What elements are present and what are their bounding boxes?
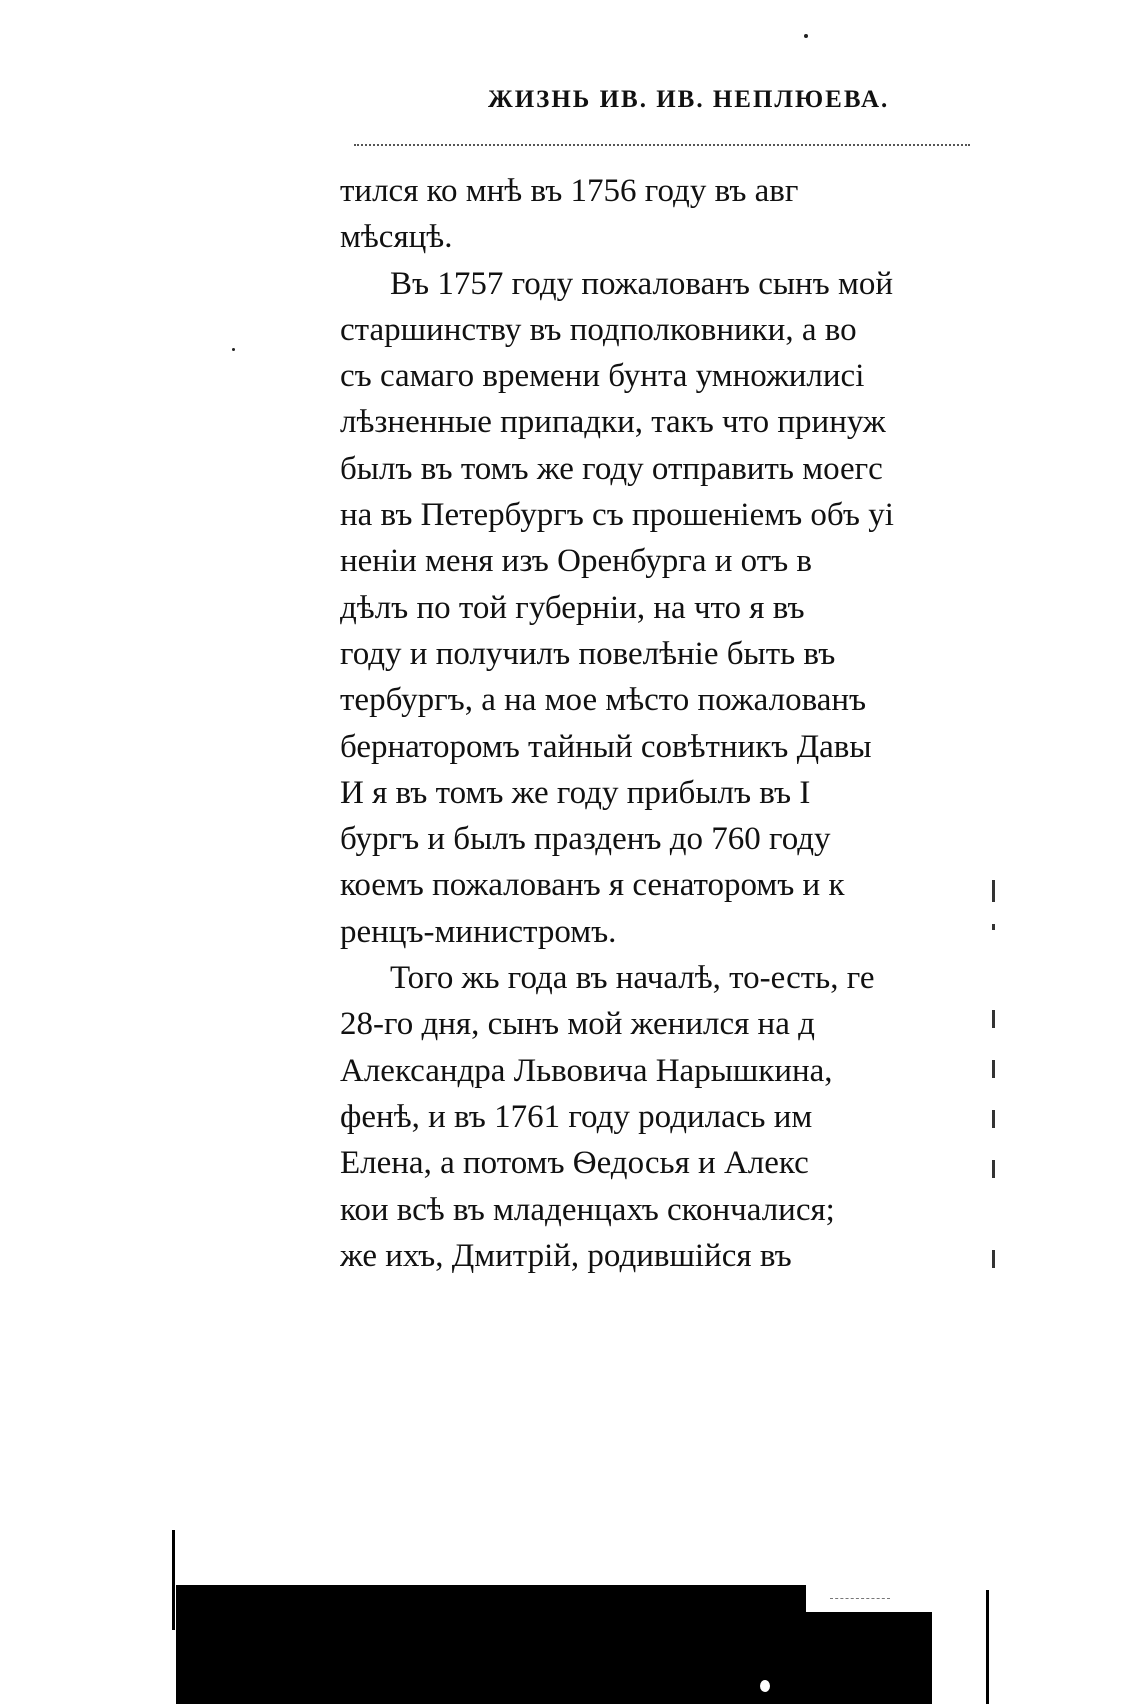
speck-mark [232, 348, 235, 351]
text-line: на въ Петербургъ съ прошеніемъ объ уі [340, 497, 894, 534]
edge-fragment [992, 1010, 995, 1028]
page-cutoff-margin [972, 150, 1140, 1350]
edge-fragment [992, 1110, 995, 1128]
text-line: Въ 1757 году пожалованъ сынъ мой [390, 265, 894, 302]
text-line: ренцъ-министромъ. [340, 913, 617, 950]
text-line: Елена, а потомъ Ѳедосья и Алекс [340, 1145, 809, 1182]
text-line: Александра Львовича Нарышкина, [340, 1052, 833, 1089]
text-line: бернаторомъ тайный совѣтникъ Давы [340, 728, 872, 765]
edge-fragment [992, 1060, 995, 1078]
text-line: тился ко мнѣ въ 1756 году въ авг [340, 173, 799, 209]
text-line: лѣзненные припадки, такъ что принуж [340, 404, 886, 441]
edge-fragment [992, 924, 995, 930]
text-line: неніи меня изъ Оренбурга и отъ в [340, 543, 813, 580]
text-line: кои всѣ въ младенцахъ скончалися; [340, 1191, 835, 1228]
text-line: тербургъ, а на мое мѣсто пожалованъ [340, 682, 867, 719]
scan-dark-region [804, 1612, 932, 1704]
text-line: И я въ томъ же году прибылъ въ I [340, 774, 811, 811]
text-line: дѣлъ по той губерніи, на что я въ [340, 589, 805, 626]
running-header: ЖИЗНЬ ИВ. ИВ. НЕПЛЮЕВА. [488, 86, 890, 113]
text-line: бургъ и былъ празденъ до 760 году [340, 821, 831, 858]
text-line: съ самаго времени бунта умножилисі [340, 358, 865, 395]
speck-mark [804, 34, 808, 38]
speck-mark [760, 1680, 770, 1692]
text-line: году и получилъ повелѣніе быть въ [340, 635, 836, 672]
edge-fragment [992, 880, 995, 902]
text-line: фенѣ, и въ 1761 году родилась им [340, 1098, 813, 1135]
text-line: старшинству въ подполковники, а во [340, 311, 857, 348]
text-line: 28-го дня, сынъ мой женился на д [340, 1006, 815, 1043]
scan-dark-region [176, 1585, 806, 1704]
text-line: же ихъ, Дмитрій, родившійся въ [340, 1237, 792, 1274]
text-line: коемъ пожалованъ я сенаторомъ и к [340, 867, 845, 904]
text-line: былъ въ томъ же году отправить моегс [340, 450, 883, 487]
header-rule [354, 144, 970, 148]
text-line: Того жь года въ началѣ, то-есть, ге [390, 960, 875, 997]
edge-fragment [992, 1250, 995, 1268]
scan-dash-mark [830, 1598, 890, 1599]
scan-edge-line [986, 1590, 989, 1704]
edge-fragment [992, 1160, 995, 1178]
text-line: мѣсяцѣ. [340, 219, 453, 256]
page-body-text [340, 168, 980, 1279]
scan-edge-line [172, 1530, 175, 1630]
